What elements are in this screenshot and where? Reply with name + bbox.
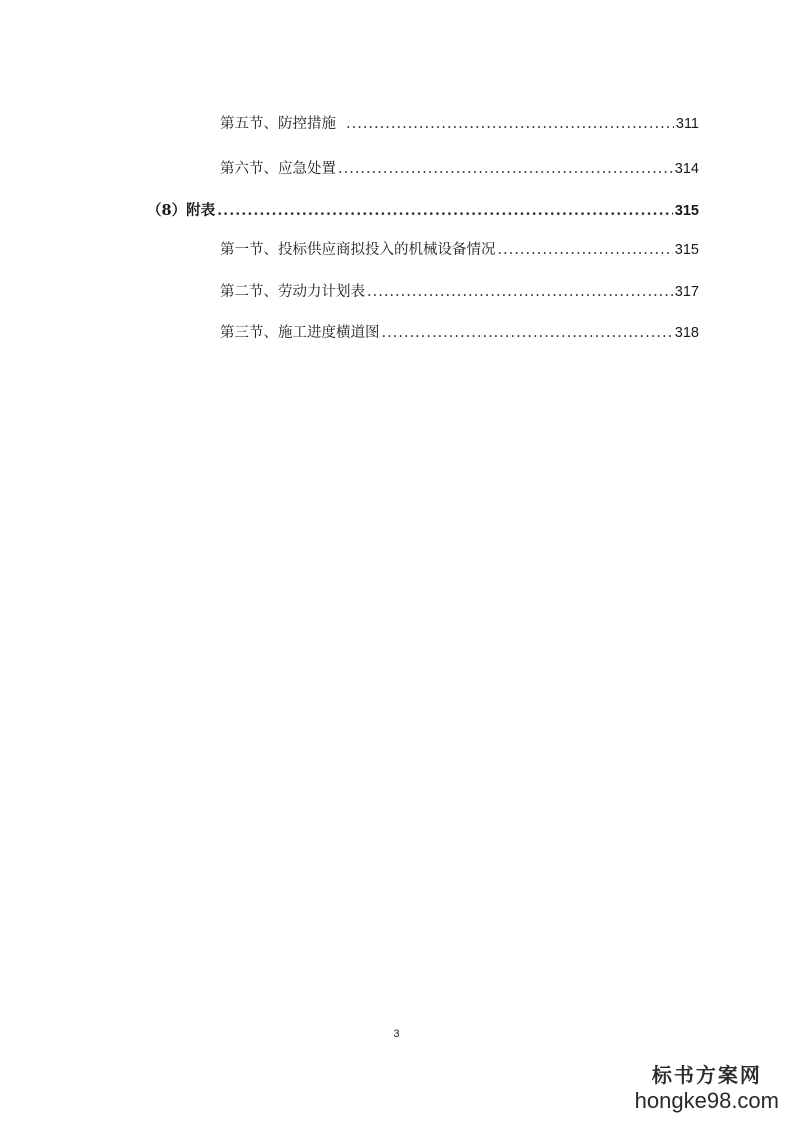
toc-entry-title: 第一节、投标供应商拟投入的机械设备情况: [220, 242, 496, 258]
toc-entry-title: 第六节、应急处置: [220, 161, 336, 177]
toc-dot-leader: [367, 282, 673, 302]
page-number: 3: [393, 1028, 400, 1040]
toc-entry-section-5[interactable]: [220, 114, 699, 134]
toc-dot-leader: [382, 323, 673, 343]
toc-entry-chapter-8[interactable]: [147, 201, 699, 221]
toc-entry-appendix-3[interactable]: [220, 323, 699, 343]
toc-entry-title: 第三节、施工进度横道图: [220, 325, 380, 341]
toc-dot-leader: [498, 240, 673, 260]
toc-entry-page: 315: [674, 203, 699, 219]
toc-entry-title: （8）附表: [147, 202, 216, 219]
watermark-site-url: hongke98.com: [634, 1088, 779, 1113]
toc-dot-leader: [346, 114, 674, 134]
watermark-site-name: 标书方案网: [651, 1063, 762, 1087]
toc-entry-appendix-1[interactable]: [220, 240, 699, 260]
toc-entry-page: 317: [674, 284, 699, 300]
toc-entry-title: 第五节、防控措施: [220, 116, 336, 132]
site-watermark: [635, 1062, 779, 1114]
toc-entry-title: 第二节、劳动力计划表: [220, 284, 365, 300]
toc-entry-appendix-2[interactable]: [220, 282, 699, 302]
toc-dot-leader: [217, 201, 673, 221]
toc-entry-page: 314: [674, 161, 699, 177]
toc-dot-leader: [338, 159, 673, 179]
toc-entry-page: 315: [674, 242, 699, 258]
toc-entry-section-6[interactable]: [220, 159, 699, 179]
toc-entry-page: 311: [675, 116, 699, 132]
toc-entry-page: 318: [674, 325, 699, 341]
